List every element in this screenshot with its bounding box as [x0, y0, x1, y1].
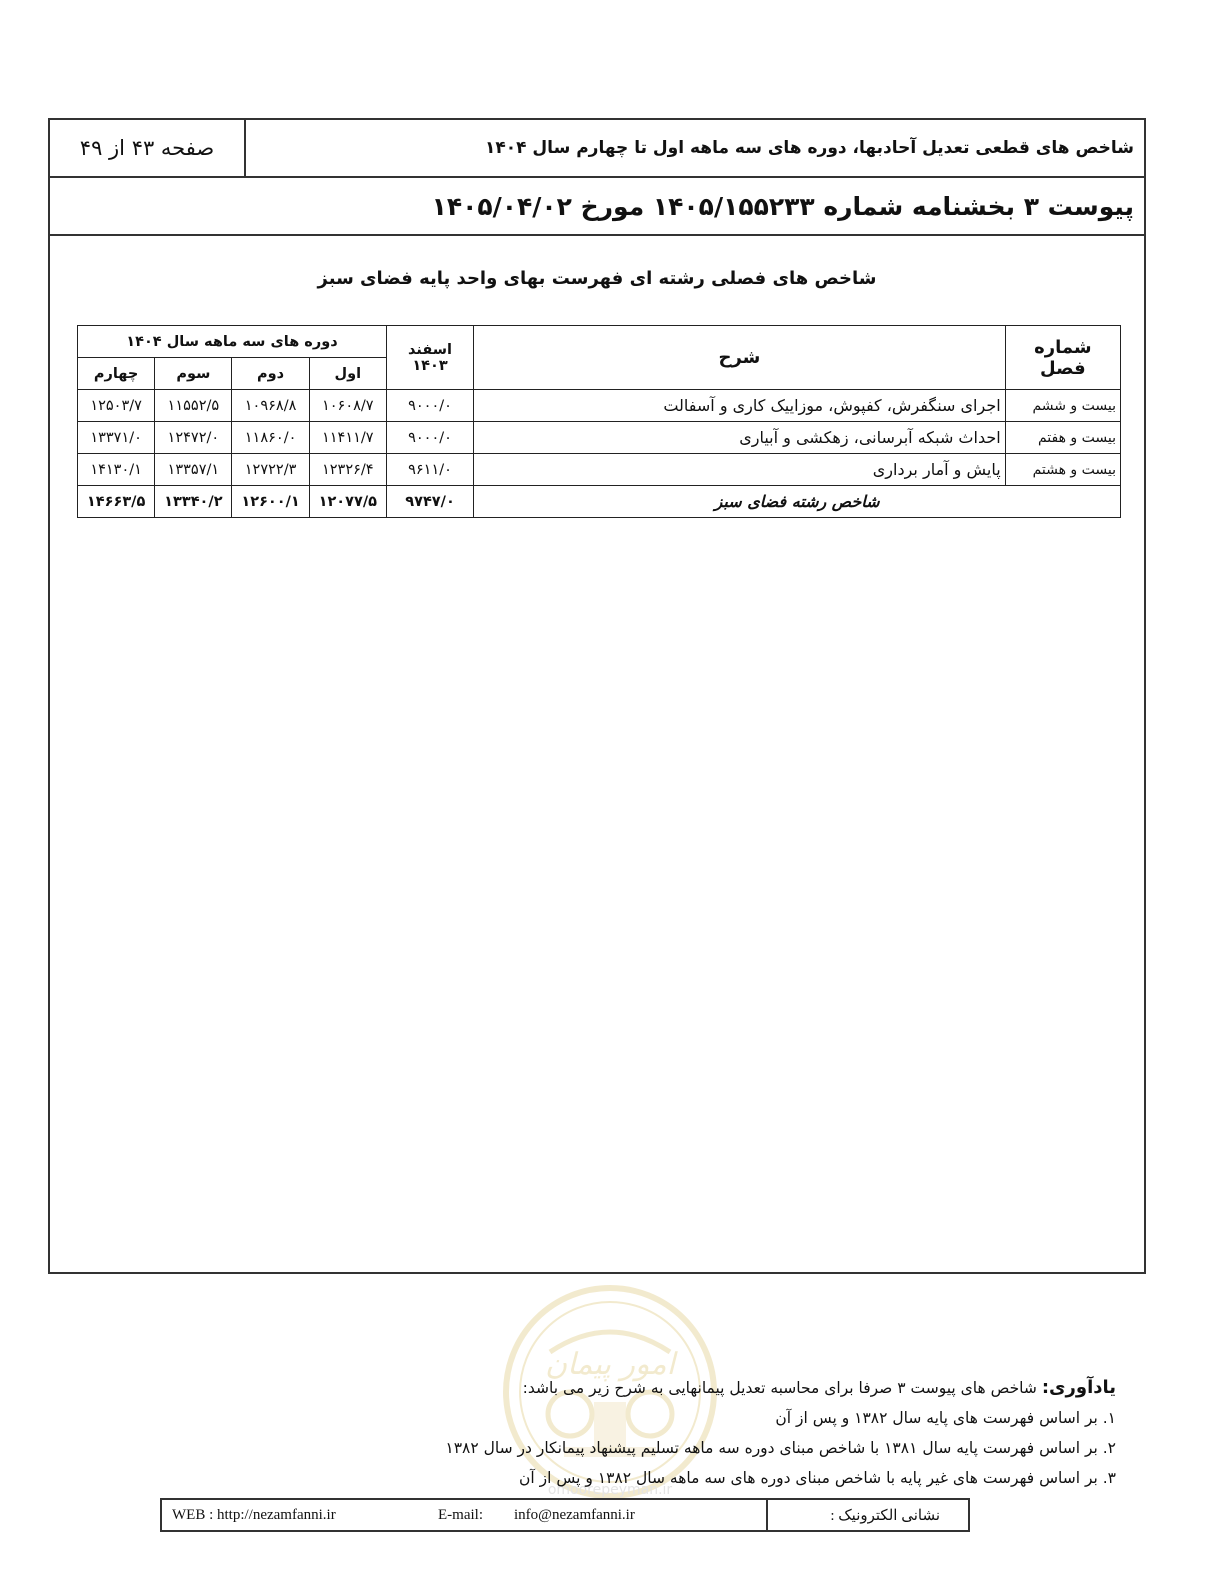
footer-web-link[interactable]: WEB : http://nezamfanni.ir — [172, 1506, 336, 1523]
table-row — [78, 422, 1121, 454]
col-header-q3: سوم — [155, 358, 232, 390]
description-cell: اجرای سنگفرش، کفپوش، موزاییک کاری و آسفالت — [474, 390, 1006, 422]
header-row — [50, 120, 1144, 178]
chapter-cell: بیست و هشتم — [1005, 454, 1120, 486]
total-q3-cell: ۱۳۳۴۰/۲ — [155, 486, 232, 518]
q3-cell: ۱۳۳۵۷/۱ — [155, 454, 232, 486]
reminder-item: ۱. بر اساس فهرست های پایه سال ۱۳۸۲ و پس از آن — [775, 1409, 1116, 1427]
total-q2-cell: ۱۲۶۰۰/۱ — [232, 486, 309, 518]
footer — [160, 1498, 970, 1532]
chapter-cell: بیست و ششم — [1005, 390, 1120, 422]
description-cell: احداث شبکه آبرسانی، زهکشی و آبیاری — [474, 422, 1006, 454]
q2-cell: ۱۲۷۲۲/۳ — [232, 454, 309, 486]
col-header-q4: چهارم — [78, 358, 155, 390]
total-q4-cell: ۱۴۶۶۳/۵ — [78, 486, 155, 518]
index-table — [77, 325, 1121, 518]
watermark-url: omoorepeyman.ir — [547, 1482, 673, 1498]
q2-cell: ۱۱۸۶۰/۰ — [232, 422, 309, 454]
total-label: شاخص رشته فضای سبز — [474, 486, 1121, 518]
esfand-cell: ۹۰۰۰/۰ — [386, 390, 473, 422]
reminder-block — [356, 1373, 1116, 1493]
reminder-intro — [356, 1373, 1116, 1403]
footer-email-link[interactable]: info@nezamfanni.ir — [514, 1506, 635, 1523]
reminder-item: ۳. بر اساس فهرست های غیر پایه با شاخص مبنای دوره های سه ماهه سال ۱۳۸۲ و پس از آن — [519, 1469, 1116, 1487]
q1-cell: ۱۱۴۱۱/۷ — [309, 422, 386, 454]
page-frame — [48, 118, 1146, 1274]
q1-cell: ۱۰۶۰۸/۷ — [309, 390, 386, 422]
q3-cell: ۱۲۴۷۲/۰ — [155, 422, 232, 454]
col-header-esfand: اسفند ۱۴۰۳ — [386, 326, 473, 390]
q1-cell: ۱۲۳۲۶/۴ — [309, 454, 386, 486]
watermark-text: امور پیمان — [545, 1347, 675, 1382]
footer-email-label: E-mail: — [438, 1506, 483, 1523]
section-title: شاخص های فصلی رشته ای فهرست بهای واحد پایه فضای سبز — [317, 268, 877, 289]
appendix-title: پیوست ۳ بخشنامه شماره ۱۴۰۵/۱۵۵۲۳۳ مورخ ۱۴۰۵/۰۴/۰۲ — [50, 178, 1144, 236]
q3-cell: ۱۱۵۵۲/۵ — [155, 390, 232, 422]
reminder-heading: یادآوری: — [1041, 1377, 1116, 1398]
col-header-quarter-group: دوره های سه ماهه سال ۱۴۰۴ — [78, 326, 387, 358]
reminder-intro-text: شاخص های پیوست ۳ صرفا برای محاسبه تعدیل پیمانهایی به شرح زیر می باشد: — [522, 1379, 1042, 1397]
col-header-q1: اول — [309, 358, 386, 390]
table-row — [78, 454, 1121, 486]
total-q1-cell: ۱۲۰۷۷/۵ — [309, 486, 386, 518]
q2-cell: ۱۰۹۶۸/۸ — [232, 390, 309, 422]
document-title: شاخص های قطعی تعدیل آحادبها، دوره های سه ماهه اول تا چهارم سال ۱۴۰۴ — [485, 138, 1134, 158]
col-header-chapter: شماره فصل — [1005, 326, 1120, 390]
q4-cell: ۱۳۳۷۱/۰ — [78, 422, 155, 454]
table-row — [78, 390, 1121, 422]
q4-cell: ۱۲۵۰۳/۷ — [78, 390, 155, 422]
page-number: صفحه ۴۳ از ۴۹ — [50, 120, 246, 176]
chapter-cell: بیست و هفتم — [1005, 422, 1120, 454]
col-header-q2: دوم — [232, 358, 309, 390]
total-esfand-cell: ۹۷۴۷/۰ — [386, 486, 473, 518]
esfand-cell: ۹۶۱۱/۰ — [386, 454, 473, 486]
reminder-item: ۲. بر اساس فهرست پایه سال ۱۳۸۱ با شاخص مبنای دوره سه ماهه تسلیم پیشنهاد پیمانکار در سال ۱۳۸۲ — [445, 1439, 1116, 1457]
q4-cell: ۱۴۱۳۰/۱ — [78, 454, 155, 486]
esfand-cell: ۹۰۰۰/۰ — [386, 422, 473, 454]
description-cell: پایش و آمار برداری — [474, 454, 1006, 486]
total-row — [78, 486, 1121, 518]
footer-label: نشانی الکترونیک : — [766, 1500, 968, 1530]
col-header-description: شرح — [474, 326, 1006, 390]
